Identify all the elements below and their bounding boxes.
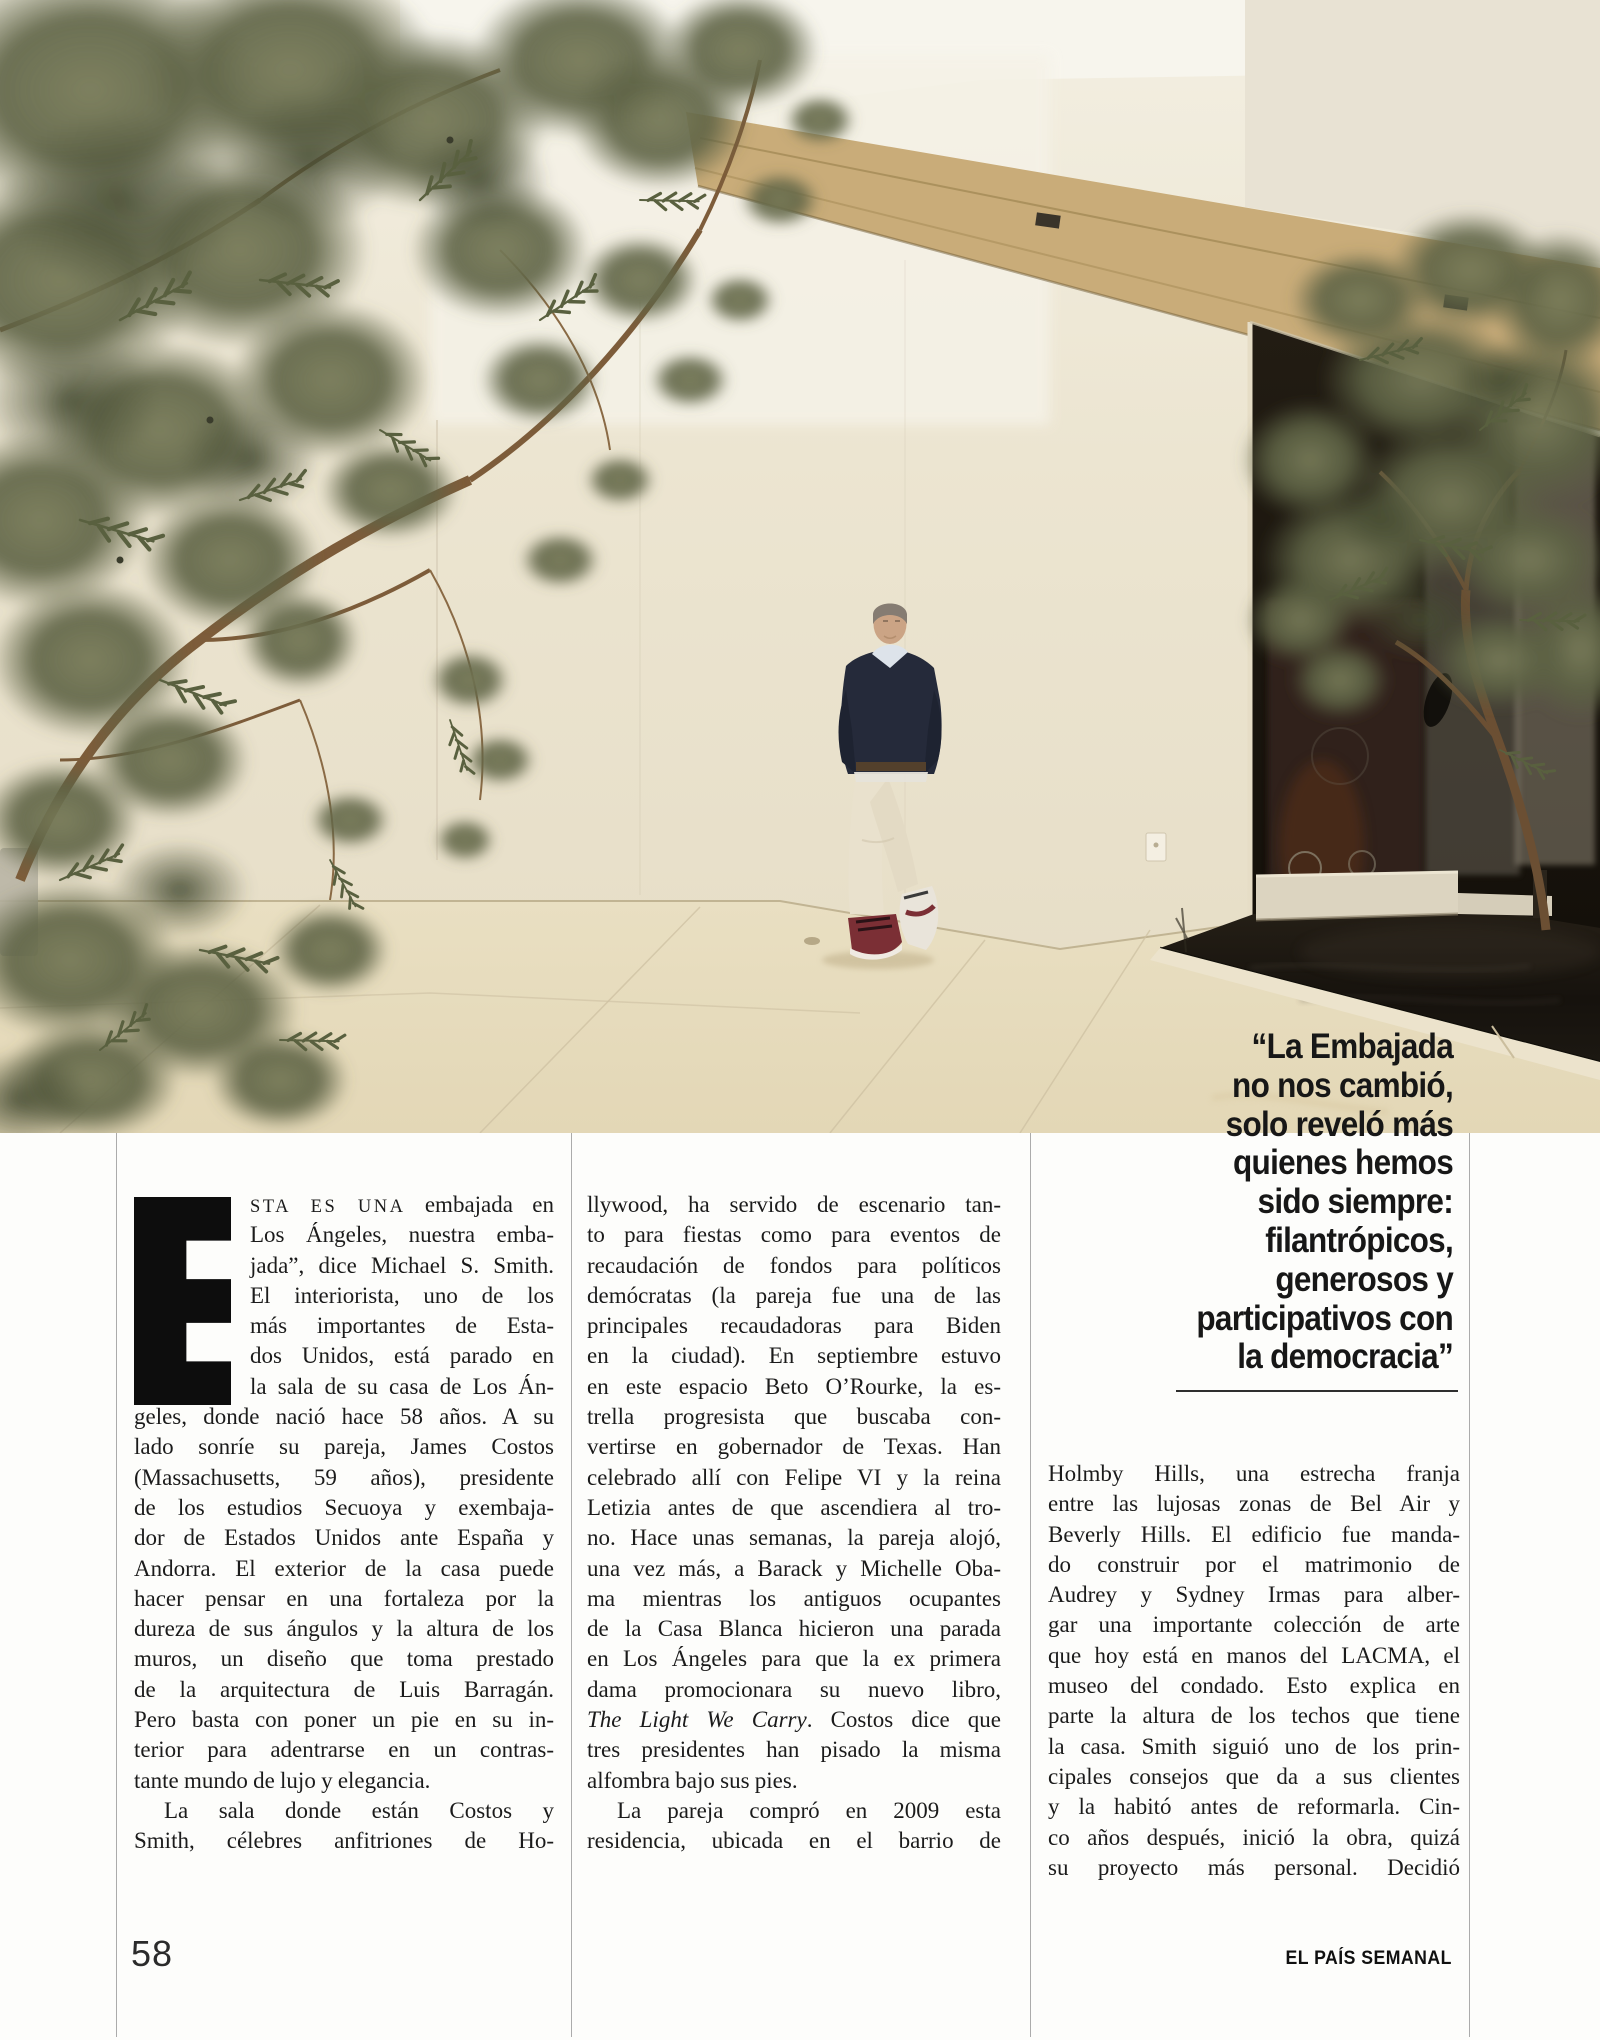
body-line: Smith, célebres anfitriones de Ho- bbox=[134, 1828, 554, 1854]
column-rule-right bbox=[1469, 1133, 1470, 2037]
pull-quote-line: participativos con bbox=[1196, 1298, 1453, 1338]
pull-quote-line: generosos y bbox=[1275, 1259, 1453, 1299]
body-line: gar una importante colección de arte bbox=[1048, 1612, 1460, 1638]
body-line: de la Casa Blanca hicieron una parada bbox=[587, 1616, 1001, 1642]
body-line: Holmby Hills, una estrecha franja bbox=[1048, 1461, 1460, 1486]
page-number: 58 bbox=[131, 1933, 174, 1974]
pull-quote-line: la democracia” bbox=[1237, 1337, 1453, 1377]
body-line: co años después, inició la obra, quizá bbox=[1048, 1824, 1460, 1850]
body-line: principales recaudadoras para Biden bbox=[587, 1313, 1001, 1339]
body-line: hacer pensar en una fortaleza por la bbox=[134, 1585, 554, 1611]
body-line: Andorra. El exterior de la casa puede bbox=[134, 1555, 554, 1581]
wall-outlet bbox=[1146, 833, 1166, 861]
body-line: cipales consejos que da a sus clientes bbox=[1048, 1763, 1460, 1789]
body-line: no. Hace unas semanas, la pareja alojó, bbox=[587, 1525, 1001, 1551]
body-line: celebrado allí con Felipe VI y la reina bbox=[587, 1464, 1001, 1490]
body-line: jada”, dice Michael S. Smith. bbox=[250, 1252, 554, 1278]
column-rule-gutter-1 bbox=[571, 1133, 572, 2037]
floor-drain bbox=[804, 937, 820, 945]
article-column-3 bbox=[1048, 1459, 1460, 1883]
body-line: do construir por el matrimonio de bbox=[1048, 1551, 1460, 1577]
body-line: de los estudios Secuoya y exembaja- bbox=[134, 1494, 554, 1520]
body-line: la sala de su casa de Los Án- bbox=[250, 1373, 554, 1399]
article-column-1 bbox=[134, 1190, 554, 1857]
body-line: en este espacio Beto O’Rourke, la es- bbox=[587, 1373, 1001, 1399]
pull-quote-rule bbox=[1176, 1390, 1458, 1392]
body-line: recaudación de fondos para políticos bbox=[587, 1252, 1001, 1278]
body-line: llywood, ha servido de escenario tan- bbox=[587, 1192, 1001, 1217]
body-line: (Massachusetts, 59 años), presidente bbox=[134, 1464, 554, 1490]
body-line: una vez más, a Barack y Michelle Oba- bbox=[587, 1555, 1001, 1581]
body-line: La pareja compró en 2009 esta bbox=[617, 1797, 1001, 1823]
body-line: El interiorista, uno de los bbox=[250, 1282, 554, 1308]
pull-quote-line: quienes hemos bbox=[1233, 1143, 1453, 1183]
pull-quote-line: no nos cambió, bbox=[1232, 1065, 1453, 1105]
body-line: alfombra bajo sus pies. bbox=[587, 1767, 798, 1793]
body-line: STA ES UNA embajada en bbox=[250, 1192, 554, 1217]
body-line: to para fiestas como para eventos de bbox=[587, 1222, 1001, 1248]
column-rule-left bbox=[116, 1133, 117, 2037]
pull-quote-line: “La Embajada bbox=[1251, 1027, 1453, 1066]
magazine-brand: EL PAÍS SEMANAL bbox=[1285, 1948, 1452, 1969]
pull-quote-line: solo reveló más bbox=[1225, 1104, 1453, 1144]
body-line: ma mientras los antiguos ocupantes bbox=[587, 1585, 1001, 1611]
body-line: Los Ángeles, nuestra emba- bbox=[250, 1222, 554, 1248]
body-line: dureza de sus ángulos y la altura de los bbox=[134, 1616, 554, 1642]
body-line: muros, un diseño que toma prestado bbox=[134, 1646, 554, 1672]
body-line: Letizia antes de que ascendiera al tro- bbox=[587, 1494, 1001, 1520]
column-rule-gutter-2 bbox=[1030, 1133, 1031, 2037]
body-line: la casa. Smith siguió uno de los prin- bbox=[1048, 1733, 1460, 1759]
body-line: parte la altura de los techos que tiene bbox=[1048, 1703, 1460, 1729]
body-line: en la ciudad). En septiembre estuvo bbox=[587, 1343, 1001, 1369]
pull-quote bbox=[1066, 1028, 1453, 1377]
body-line: su proyecto más personal. Decidió bbox=[1048, 1854, 1460, 1880]
body-line: entre las lujosas zonas de Bel Air y bbox=[1048, 1491, 1460, 1517]
body-line: La sala donde están Costos y bbox=[164, 1797, 554, 1823]
body-line: en Los Ángeles para que la ex primera bbox=[587, 1646, 1001, 1672]
body-line: y la habitó antes de reformarla. Cin- bbox=[1048, 1794, 1460, 1820]
body-line: tante mundo de lujo y elegancia. bbox=[134, 1767, 431, 1793]
body-line: residencia, ubicada en el barrio de bbox=[587, 1828, 1001, 1854]
body-line: tres presidentes han pisado la misma bbox=[587, 1737, 1001, 1763]
body-line: dama promocionara su nuevo libro, bbox=[587, 1676, 1001, 1702]
body-line: demócratas (la pareja fue una de las bbox=[587, 1282, 1001, 1308]
body-line: Beverly Hills. El edificio fue manda- bbox=[1048, 1521, 1460, 1547]
body-line: que hoy está en manos del LACMA, el bbox=[1048, 1642, 1460, 1668]
body-line: The Light We Carry. Costos dice que bbox=[587, 1707, 1001, 1733]
body-line: de la arquitectura de Luis Barragán. bbox=[134, 1676, 554, 1702]
body-line: Pero basta con poner un pie en su in- bbox=[134, 1707, 554, 1733]
body-line: trella progresista que buscaba con- bbox=[587, 1404, 1001, 1430]
body-line: dos Unidos, está parado en bbox=[250, 1343, 554, 1369]
body-line: dor de Estados Unidos ante España y bbox=[134, 1525, 554, 1551]
body-line: lado sonríe su pareja, James Costos bbox=[134, 1434, 554, 1460]
body-line: terior para adentrarse en un contras- bbox=[134, 1737, 554, 1763]
article-column-2 bbox=[587, 1190, 1001, 1857]
body-line: museo del condado. Esto explica en bbox=[1048, 1673, 1460, 1699]
body-line: vertirse en gobernador de Texas. Han bbox=[587, 1434, 1001, 1460]
body-line: Audrey y Sydney Irmas para alber- bbox=[1048, 1582, 1460, 1608]
body-line: geles, donde nació hace 58 años. A su bbox=[134, 1404, 554, 1430]
pull-quote-line: sido siempre: bbox=[1257, 1182, 1453, 1222]
pull-quote-line: filantrópicos, bbox=[1265, 1220, 1453, 1260]
body-line: más importantes de Esta- bbox=[250, 1313, 554, 1339]
